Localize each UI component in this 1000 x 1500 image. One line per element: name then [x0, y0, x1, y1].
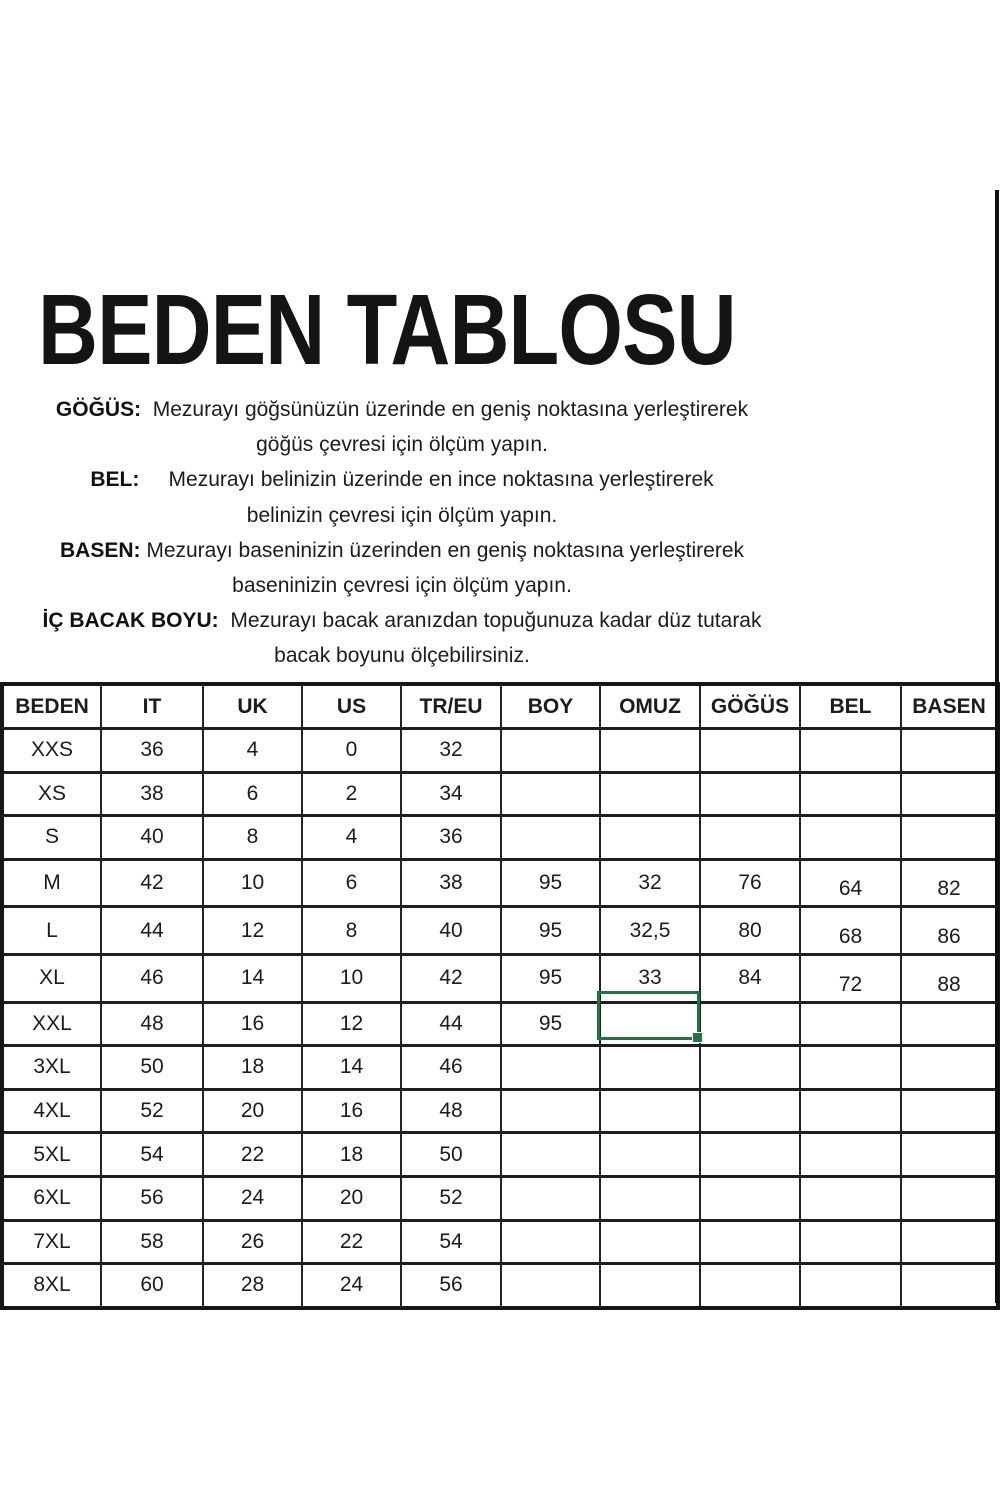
size-cell[interactable]: 60 — [101, 1264, 203, 1308]
size-cell[interactable] — [901, 1089, 998, 1133]
size-cell[interactable]: XXL — [2, 1002, 101, 1046]
size-cell[interactable]: 42 — [101, 859, 203, 907]
size-cell[interactable]: XS — [2, 772, 101, 816]
size-cell[interactable]: 18 — [203, 1046, 302, 1090]
size-cell[interactable]: 22 — [203, 1133, 302, 1177]
size-cell[interactable] — [901, 1220, 998, 1264]
instruction-gogus-line1 — [0, 392, 804, 427]
size-cell[interactable]: 2 — [302, 772, 401, 816]
size-cell[interactable]: 12 — [302, 1002, 401, 1046]
size-cell[interactable] — [501, 1133, 600, 1177]
measurement-instructions — [0, 392, 804, 674]
size-cell[interactable] — [600, 1046, 700, 1090]
size-cell[interactable]: 38 — [101, 772, 203, 816]
size-cell[interactable] — [501, 772, 600, 816]
size-cell[interactable] — [501, 1046, 600, 1090]
size-cell[interactable] — [600, 772, 700, 816]
size-cell[interactable]: 5XL — [2, 1133, 101, 1177]
instruction-icbacak-label: İÇ BACAK BOYU: — [42, 609, 219, 633]
size-cell[interactable] — [501, 816, 600, 860]
size-cell[interactable] — [800, 1220, 901, 1264]
size-cell[interactable]: 80 — [700, 907, 800, 955]
size-cell[interactable]: 54 — [101, 1133, 203, 1177]
size-cell[interactable]: 8 — [302, 907, 401, 955]
size-cell[interactable]: 84 — [700, 954, 800, 1002]
size-cell[interactable]: 20 — [203, 1089, 302, 1133]
size-cell[interactable] — [800, 729, 901, 773]
table-row — [2, 1264, 998, 1308]
size-cell[interactable]: 95 — [501, 1002, 600, 1046]
table-row — [2, 1002, 998, 1046]
instruction-icbacak-line2: bacak boyunu ölçebilirsiniz. — [274, 644, 530, 668]
size-table-container — [0, 682, 1000, 1310]
size-cell[interactable]: 4 — [302, 816, 401, 860]
size-cell[interactable]: 50 — [101, 1046, 203, 1090]
size-cell[interactable] — [600, 816, 700, 860]
size-cell[interactable] — [700, 1220, 800, 1264]
size-cell[interactable]: 0 — [302, 729, 401, 773]
size-cell[interactable]: S — [2, 816, 101, 860]
size-cell[interactable]: 52 — [401, 1176, 501, 1220]
size-cell[interactable]: L — [2, 907, 101, 955]
size-cell[interactable]: 58 — [101, 1220, 203, 1264]
size-cell[interactable]: 36 — [401, 816, 501, 860]
instruction-basen-text: Mezurayı baseninizin üzerinden en geniş noktasına yerleştirerek — [140, 538, 744, 562]
size-cell[interactable]: 6 — [203, 772, 302, 816]
size-cell[interactable] — [800, 1089, 901, 1133]
size-cell[interactable]: 32 — [600, 859, 700, 907]
size-cell[interactable] — [901, 772, 998, 816]
table-row — [2, 1089, 998, 1133]
size-cell[interactable] — [901, 1133, 998, 1177]
column-header-boy[interactable]: BOY — [501, 684, 600, 729]
size-cell[interactable] — [901, 1046, 998, 1090]
size-cell[interactable] — [800, 1002, 901, 1046]
column-header-beden[interactable]: BEDEN — [2, 684, 101, 729]
size-cell[interactable] — [700, 816, 800, 860]
size-cell[interactable]: 32 — [401, 729, 501, 773]
size-cell[interactable]: 56 — [101, 1176, 203, 1220]
table-row — [2, 772, 998, 816]
size-cell[interactable] — [700, 1176, 800, 1220]
size-cell[interactable]: 68 — [800, 907, 901, 955]
instruction-bel-line1 — [0, 462, 804, 497]
size-cell[interactable] — [600, 1133, 700, 1177]
size-cell[interactable]: 24 — [302, 1264, 401, 1308]
instruction-basen-line1 — [0, 533, 804, 568]
size-cell[interactable]: 64 — [800, 859, 901, 907]
instruction-icbacak-text: Mezurayı bacak aranızdan topuğunuza kadar düz tutarak — [218, 609, 762, 633]
size-cell[interactable] — [800, 1264, 901, 1308]
size-cell[interactable]: 14 — [203, 954, 302, 1002]
size-cell[interactable] — [901, 1176, 998, 1220]
size-cell[interactable] — [800, 1176, 901, 1220]
size-cell[interactable] — [901, 1002, 998, 1046]
size-cell[interactable] — [600, 729, 700, 773]
column-header-omuz[interactable]: OMUZ — [600, 684, 700, 729]
instruction-gogus-line2: göğüs çevresi için ölçüm yapın. — [256, 433, 548, 457]
size-cell[interactable] — [800, 1133, 901, 1177]
size-cell[interactable] — [501, 1220, 600, 1264]
size-cell[interactable]: 16 — [302, 1089, 401, 1133]
column-header-uk[interactable]: UK — [203, 684, 302, 729]
size-cell[interactable]: 14 — [302, 1046, 401, 1090]
table-row — [2, 729, 998, 773]
size-cell[interactable] — [700, 1133, 800, 1177]
size-cell[interactable] — [501, 729, 600, 773]
column-header-it[interactable]: IT — [101, 684, 203, 729]
size-cell[interactable]: 24 — [203, 1176, 302, 1220]
size-cell[interactable]: 86 — [901, 907, 998, 955]
column-header-us[interactable]: US — [302, 684, 401, 729]
size-cell[interactable] — [700, 1089, 800, 1133]
table-row — [2, 907, 998, 955]
size-cell[interactable] — [800, 816, 901, 860]
size-cell[interactable]: 12 — [203, 907, 302, 955]
size-cell[interactable]: 10 — [203, 859, 302, 907]
size-cell[interactable]: 16 — [203, 1002, 302, 1046]
size-cell[interactable] — [700, 1002, 800, 1046]
size-cell[interactable]: 20 — [302, 1176, 401, 1220]
size-cell[interactable]: M — [2, 859, 101, 907]
size-cell[interactable]: 40 — [401, 907, 501, 955]
size-cell[interactable] — [901, 729, 998, 773]
size-cell[interactable] — [700, 1046, 800, 1090]
size-cell[interactable]: 8XL — [2, 1264, 101, 1308]
size-cell[interactable]: 54 — [401, 1220, 501, 1264]
column-header-g-s[interactable]: GÖĞÜS — [700, 684, 800, 729]
table-row — [2, 1176, 998, 1220]
size-cell[interactable]: 28 — [203, 1264, 302, 1308]
size-cell[interactable]: 44 — [101, 907, 203, 955]
size-cell[interactable]: 6XL — [2, 1176, 101, 1220]
size-cell[interactable]: 95 — [501, 907, 600, 955]
fill-handle[interactable] — [692, 1032, 703, 1043]
column-header-basen[interactable]: BASEN — [901, 684, 998, 729]
table-row — [2, 1220, 998, 1264]
column-header-bel[interactable]: BEL — [800, 684, 901, 729]
size-cell[interactable]: 40 — [101, 816, 203, 860]
size-cell[interactable]: 26 — [203, 1220, 302, 1264]
size-cell[interactable]: 7XL — [2, 1220, 101, 1264]
size-cell[interactable]: 82 — [901, 859, 998, 907]
instruction-basen-line2: baseninizin çevresi için ölçüm yapın. — [232, 574, 572, 598]
size-cell[interactable]: 56 — [401, 1264, 501, 1308]
size-cell[interactable]: 48 — [401, 1089, 501, 1133]
size-cell[interactable] — [501, 1264, 600, 1308]
table-row — [2, 859, 998, 907]
size-cell[interactable]: 4XL — [2, 1089, 101, 1133]
instruction-bel-label: BEL: — [90, 468, 140, 492]
size-cell[interactable]: 4 — [203, 729, 302, 773]
size-cell[interactable]: 95 — [501, 954, 600, 1002]
size-cell[interactable] — [700, 729, 800, 773]
screenshot-edge-line — [995, 190, 999, 1303]
size-cell[interactable]: 8 — [203, 816, 302, 860]
size-cell[interactable]: 95 — [501, 859, 600, 907]
size-cell[interactable]: 34 — [401, 772, 501, 816]
size-cell[interactable]: 52 — [101, 1089, 203, 1133]
size-cell[interactable]: 72 — [800, 954, 901, 1002]
table-row — [2, 1133, 998, 1177]
size-cell[interactable]: 48 — [101, 1002, 203, 1046]
header-row — [2, 684, 998, 729]
size-cell[interactable] — [901, 816, 998, 860]
size-cell[interactable]: 38 — [401, 859, 501, 907]
size-cell[interactable] — [700, 1264, 800, 1308]
size-cell[interactable]: 88 — [901, 954, 998, 1002]
size-cell[interactable]: 46 — [101, 954, 203, 1002]
size-cell[interactable] — [800, 1046, 901, 1090]
size-cell[interactable] — [901, 1264, 998, 1308]
size-cell[interactable] — [600, 1089, 700, 1133]
instruction-gogus-label: GÖĞÜS: — [55, 398, 142, 421]
table-row — [2, 816, 998, 860]
size-cell[interactable] — [600, 1176, 700, 1220]
size-cell[interactable]: 18 — [302, 1133, 401, 1177]
page-title: BEDEN TABLOSU — [38, 274, 736, 386]
size-cell[interactable] — [800, 772, 901, 816]
size-cell[interactable]: 3XL — [2, 1046, 101, 1090]
size-cell[interactable]: 10 — [302, 954, 401, 1002]
size-cell[interactable]: 46 — [401, 1046, 501, 1090]
size-cell[interactable] — [700, 772, 800, 816]
size-cell[interactable]: 33 — [600, 954, 700, 1002]
size-cell[interactable] — [600, 1264, 700, 1308]
size-cell[interactable]: 76 — [700, 859, 800, 907]
size-cell[interactable]: 6 — [302, 859, 401, 907]
size-cell[interactable] — [501, 1176, 600, 1220]
size-cell[interactable]: 36 — [101, 729, 203, 773]
instruction-bel-line2: belinizin çevresi için ölçüm yapın. — [246, 503, 558, 527]
column-header-tr-eu[interactable]: TR/EU — [401, 684, 501, 729]
size-table — [0, 682, 1000, 1310]
selected-cell-outline[interactable] — [597, 991, 700, 1040]
table-row — [2, 1046, 998, 1090]
size-cell[interactable]: 42 — [401, 954, 501, 1002]
size-cell[interactable]: 44 — [401, 1002, 501, 1046]
size-cell[interactable] — [600, 1220, 700, 1264]
size-cell[interactable]: 32,5 — [600, 907, 700, 955]
instruction-icbacak-line1 — [0, 603, 804, 638]
instruction-bel-text: Mezurayı belinizin üzerinde en ince noktasına yerleştirerek — [139, 468, 714, 492]
size-cell[interactable]: 22 — [302, 1220, 401, 1264]
instruction-basen-label: BASEN: — [59, 538, 141, 562]
table-row — [2, 954, 998, 1002]
size-cell[interactable] — [501, 1089, 600, 1133]
size-cell[interactable]: XXS — [2, 729, 101, 773]
size-cell[interactable]: 50 — [401, 1133, 501, 1177]
size-cell[interactable]: XL — [2, 954, 101, 1002]
instruction-gogus-text: Mezurayı göğsünüzün üzerinde en geniş noktasına yerleştirerek — [141, 398, 749, 421]
